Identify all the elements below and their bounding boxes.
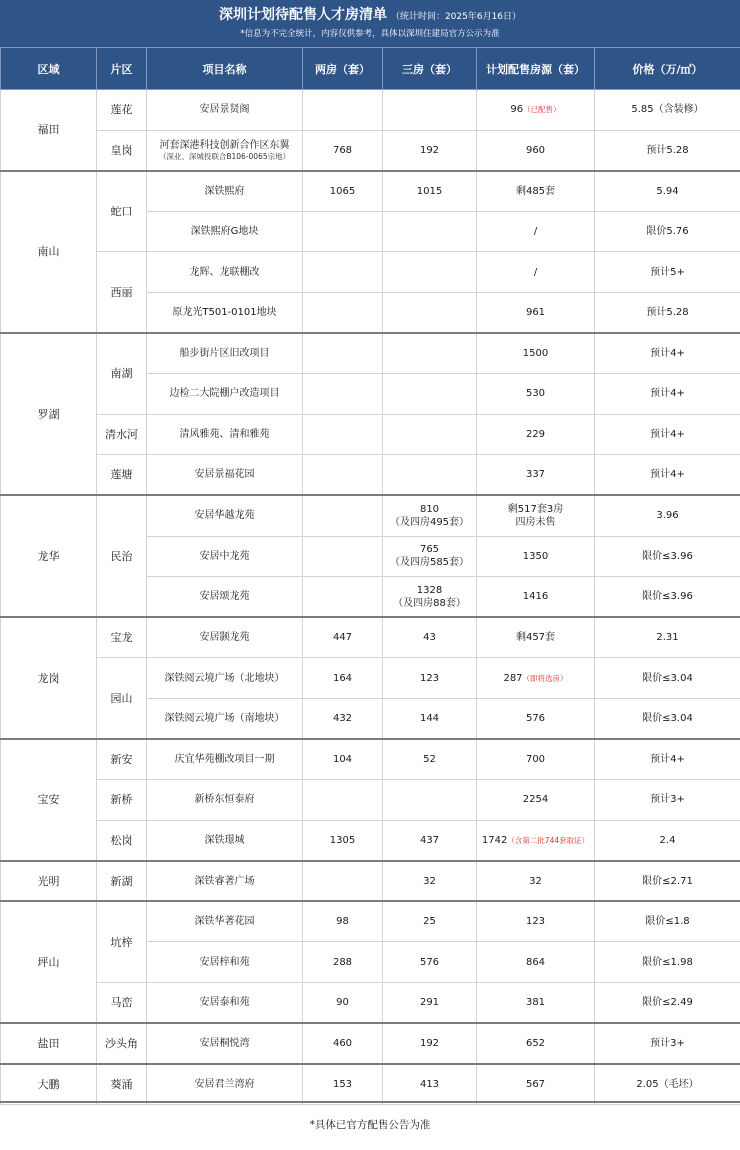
project-cell: 龙辉、龙联棚改: [147, 252, 303, 293]
two-room-cell: [303, 374, 383, 415]
two-room-cell: [303, 455, 383, 496]
district-cell: 松岗: [97, 820, 147, 861]
price-cell: 限价≤3.96: [595, 536, 740, 577]
two-room-cell: 432: [303, 698, 383, 739]
supply-cell: 1416: [477, 577, 595, 618]
district-cell: 莲塘: [97, 455, 147, 496]
supply-cell: 剩485套: [477, 171, 595, 212]
region-cell: 罗湖: [1, 333, 97, 495]
district-cell: 南湖: [97, 333, 147, 414]
three-room-cell: [383, 455, 477, 496]
project-cell: 深铁阅云境广场（南地块）: [147, 698, 303, 739]
table-row: [1, 130, 740, 171]
project-name: 河套深港科技创新合作区东翼: [159, 139, 290, 151]
price-cell: 预计5.28: [595, 292, 740, 333]
region-cell: 光明: [1, 861, 97, 902]
price-cell: 预计4+: [595, 414, 740, 455]
supply-cell: [477, 658, 595, 699]
table-row: [1, 455, 740, 496]
project-cell: 深铁华著花园: [147, 901, 303, 942]
three-room-cell: [383, 252, 477, 293]
three-room-cell: [383, 374, 477, 415]
project-cell: 深铁熙府G地块: [147, 211, 303, 252]
region-cell: 南山: [1, 171, 97, 333]
three-room-value: 1328: [416, 584, 443, 596]
three-room-cell: 437: [383, 820, 477, 861]
district-cell: 宝龙: [97, 617, 147, 658]
supply-status-note: （含第二批744套取证）: [507, 835, 590, 845]
supply-cell: 剩457套: [477, 617, 595, 658]
region-cell: 坪山: [1, 901, 97, 1023]
price-cell: 预计4+: [595, 333, 740, 374]
price-cell: 2.4: [595, 820, 740, 861]
project-cell: 安居中龙苑: [147, 536, 303, 577]
supply-cell: 1350: [477, 536, 595, 577]
supply-cell: /: [477, 211, 595, 252]
table-row: [1, 861, 740, 902]
three-room-cell: [383, 333, 477, 374]
supply-cell: 2254: [477, 780, 595, 821]
two-room-cell: 460: [303, 1023, 383, 1064]
two-room-cell: 1305: [303, 820, 383, 861]
supply-cell: 961: [477, 292, 595, 333]
table-row: [1, 90, 740, 131]
col-header-region: 区域: [1, 48, 97, 90]
three-room-cell: 25: [383, 901, 477, 942]
page-title: 深圳计划待配售人才房清单: [218, 7, 387, 23]
price-cell: 限价≤3.04: [595, 698, 740, 739]
four-room-note: （及四房495套）: [389, 516, 470, 528]
table-row: [1, 658, 740, 699]
project-cell: 安居颢龙苑: [147, 617, 303, 658]
table-row: [1, 252, 740, 293]
col-header-two-room: 两房（套）: [303, 48, 383, 90]
district-cell: 新湖: [97, 861, 147, 902]
price-cell: 2.31: [595, 617, 740, 658]
price-cell: 限价≤1.98: [595, 942, 740, 983]
two-room-cell: [303, 861, 383, 902]
project-cell: 深铁熙府: [147, 171, 303, 212]
project-cell: 庆宜华苑棚改项目一期: [147, 739, 303, 780]
price-cell: 预计5+: [595, 252, 740, 293]
four-room-note: （及四房585套）: [389, 557, 470, 569]
title-banner: [0, 0, 740, 47]
project-cell: 边检二大院棚户改造项目: [147, 374, 303, 415]
table-row: [1, 1064, 740, 1105]
district-cell: 沙头角: [97, 1023, 147, 1064]
district-cell: 马峦: [97, 983, 147, 1024]
price-cell: 3.96: [595, 495, 740, 536]
two-room-cell: [303, 292, 383, 333]
supply-value: 1742: [481, 834, 508, 846]
supply-cell: [477, 820, 595, 861]
price-cell: 预计5.28: [595, 130, 740, 171]
two-room-cell: 98: [303, 901, 383, 942]
supply-status-note: （即将选房）: [522, 673, 568, 683]
project-cell: 清风雅苑、清和雅苑: [147, 414, 303, 455]
district-cell: 莲花: [97, 90, 147, 131]
supply-status-note: （已配售）: [523, 105, 561, 115]
supply-cell: 381: [477, 983, 595, 1024]
price-cell: 限价≤2.49: [595, 983, 740, 1024]
three-room-cell: 576: [383, 942, 477, 983]
project-cell: 安居景贤阁: [147, 90, 303, 131]
district-cell: 民治: [97, 495, 147, 617]
supply-cell: 229: [477, 414, 595, 455]
two-room-cell: [303, 414, 383, 455]
two-room-cell: [303, 90, 383, 131]
col-header-district: 片区: [97, 48, 147, 90]
project-cell: [147, 130, 303, 171]
price-cell: 5.94: [595, 171, 740, 212]
price-cell: 预计3+: [595, 1023, 740, 1064]
table-row: [1, 617, 740, 658]
two-room-cell: 153: [303, 1064, 383, 1105]
supply-cell: [477, 495, 595, 536]
table-row: [1, 983, 740, 1024]
col-header-price: 价格（万/㎡）: [595, 48, 740, 90]
table-row: [1, 901, 740, 942]
table-row: [1, 414, 740, 455]
two-room-cell: [303, 495, 383, 536]
table-header-row: [1, 48, 740, 90]
project-cell: 原龙光T501-0101地块: [147, 292, 303, 333]
three-room-cell: 123: [383, 658, 477, 699]
col-header-three-room: 三房（套）: [383, 48, 477, 90]
three-room-value: 810: [419, 503, 440, 515]
three-room-cell: 1015: [383, 171, 477, 212]
supply-value: 96: [510, 104, 524, 116]
project-cell: 船步街片区旧改项目: [147, 333, 303, 374]
price-cell: 限价≤3.04: [595, 658, 740, 699]
project-note: （深业、深城投联合B106-0065宗地）: [158, 151, 291, 161]
district-cell: 皇岗: [97, 130, 147, 171]
region-cell: 福田: [1, 90, 97, 171]
project-cell: 安居泰和苑: [147, 983, 303, 1024]
three-room-cell: 32: [383, 861, 477, 902]
price-cell: 限价≤1.8: [595, 901, 740, 942]
table-row: [1, 1023, 740, 1064]
project-cell: 深铁睿著广场: [147, 861, 303, 902]
district-cell: 新安: [97, 739, 147, 780]
two-room-cell: 447: [303, 617, 383, 658]
two-room-cell: 288: [303, 942, 383, 983]
district-cell: 蛇口: [97, 171, 147, 252]
three-room-cell: 291: [383, 983, 477, 1024]
three-room-value: 765: [419, 544, 440, 556]
table-row: [1, 780, 740, 821]
price-cell: 预计4+: [595, 455, 740, 496]
district-cell: 坑梓: [97, 901, 147, 982]
region-cell: 龙华: [1, 495, 97, 617]
two-room-cell: [303, 252, 383, 293]
district-cell: 园山: [97, 658, 147, 739]
supply-value: 287: [503, 672, 523, 684]
two-room-cell: [303, 780, 383, 821]
supply-cell: 530: [477, 374, 595, 415]
three-room-cell: 43: [383, 617, 477, 658]
price-cell: 预计3+: [595, 780, 740, 821]
price-cell: 5.85（含装修）: [595, 90, 740, 131]
three-room-cell: 52: [383, 739, 477, 780]
district-cell: 葵涌: [97, 1064, 147, 1105]
housing-table: [0, 47, 740, 1105]
table-row: [1, 333, 740, 374]
three-room-cell: [383, 211, 477, 252]
project-cell: 安居颂龙苑: [147, 577, 303, 618]
table-row: [1, 171, 740, 212]
three-room-cell: [383, 292, 477, 333]
three-room-cell: [383, 577, 477, 618]
two-room-cell: 164: [303, 658, 383, 699]
supply-value-line2: 四房未售: [515, 516, 556, 528]
price-cell: 预计4+: [595, 374, 740, 415]
two-room-cell: 90: [303, 983, 383, 1024]
title-line: [0, 6, 740, 26]
project-cell: 安居君兰湾府: [147, 1064, 303, 1105]
supply-cell: 960: [477, 130, 595, 171]
footer-note: *具体已官方配售公告为准: [0, 1101, 740, 1147]
supply-cell: 567: [477, 1064, 595, 1105]
four-room-note: （及四房88套）: [393, 597, 466, 609]
supply-cell: /: [477, 252, 595, 293]
region-cell: 大鹏: [1, 1064, 97, 1105]
district-cell: 新桥: [97, 780, 147, 821]
two-room-cell: [303, 333, 383, 374]
three-room-cell: [383, 536, 477, 577]
supply-cell: 864: [477, 942, 595, 983]
price-cell: 2.05（毛坯）: [595, 1064, 740, 1105]
two-room-cell: 768: [303, 130, 383, 171]
region-cell: 宝安: [1, 739, 97, 861]
two-room-cell: 1065: [303, 171, 383, 212]
two-room-cell: [303, 577, 383, 618]
supply-cell: 700: [477, 739, 595, 780]
table-row: [1, 820, 740, 861]
project-cell: 新桥东恒泰府: [147, 780, 303, 821]
three-room-cell: [383, 780, 477, 821]
project-cell: 深铁璟城: [147, 820, 303, 861]
project-cell: 安居景福花园: [147, 455, 303, 496]
supply-cell: 123: [477, 901, 595, 942]
supply-cell: 652: [477, 1023, 595, 1064]
supply-cell: 337: [477, 455, 595, 496]
project-cell: 安居桐悦湾: [147, 1023, 303, 1064]
three-room-cell: [383, 414, 477, 455]
region-cell: 盐田: [1, 1023, 97, 1064]
stat-date: （统计时间：2025年6月16日）: [390, 12, 522, 22]
table-row: [1, 495, 740, 536]
region-cell: 龙岗: [1, 617, 97, 739]
price-cell: 预计4+: [595, 739, 740, 780]
two-room-cell: [303, 536, 383, 577]
district-cell: 清水河: [97, 414, 147, 455]
col-header-project: 项目名称: [147, 48, 303, 90]
three-room-cell: 413: [383, 1064, 477, 1105]
supply-cell: 576: [477, 698, 595, 739]
project-cell: 安居华越龙苑: [147, 495, 303, 536]
supply-value: 剩517套3房: [507, 503, 564, 515]
two-room-cell: [303, 211, 383, 252]
price-cell: 限价5.76: [595, 211, 740, 252]
three-room-cell: 192: [383, 1023, 477, 1064]
disclaimer-note: *信息为不完全统计，内容仅供参考，具体以深圳住建局官方公示为准: [240, 29, 500, 39]
three-room-cell: 192: [383, 130, 477, 171]
price-cell: 限价≤2.71: [595, 861, 740, 902]
three-room-cell: 144: [383, 698, 477, 739]
three-room-cell: [383, 495, 477, 536]
table-row: [1, 739, 740, 780]
three-room-cell: [383, 90, 477, 131]
district-cell: 西丽: [97, 252, 147, 333]
supply-cell: [477, 90, 595, 131]
supply-cell: 32: [477, 861, 595, 902]
col-header-supply: 计划配售房源（套）: [477, 48, 595, 90]
price-cell: 限价≤3.96: [595, 577, 740, 618]
project-cell: 安居梓和苑: [147, 942, 303, 983]
project-cell: 深铁阅云境广场（北地块）: [147, 658, 303, 699]
two-room-cell: 104: [303, 739, 383, 780]
supply-cell: 1500: [477, 333, 595, 374]
